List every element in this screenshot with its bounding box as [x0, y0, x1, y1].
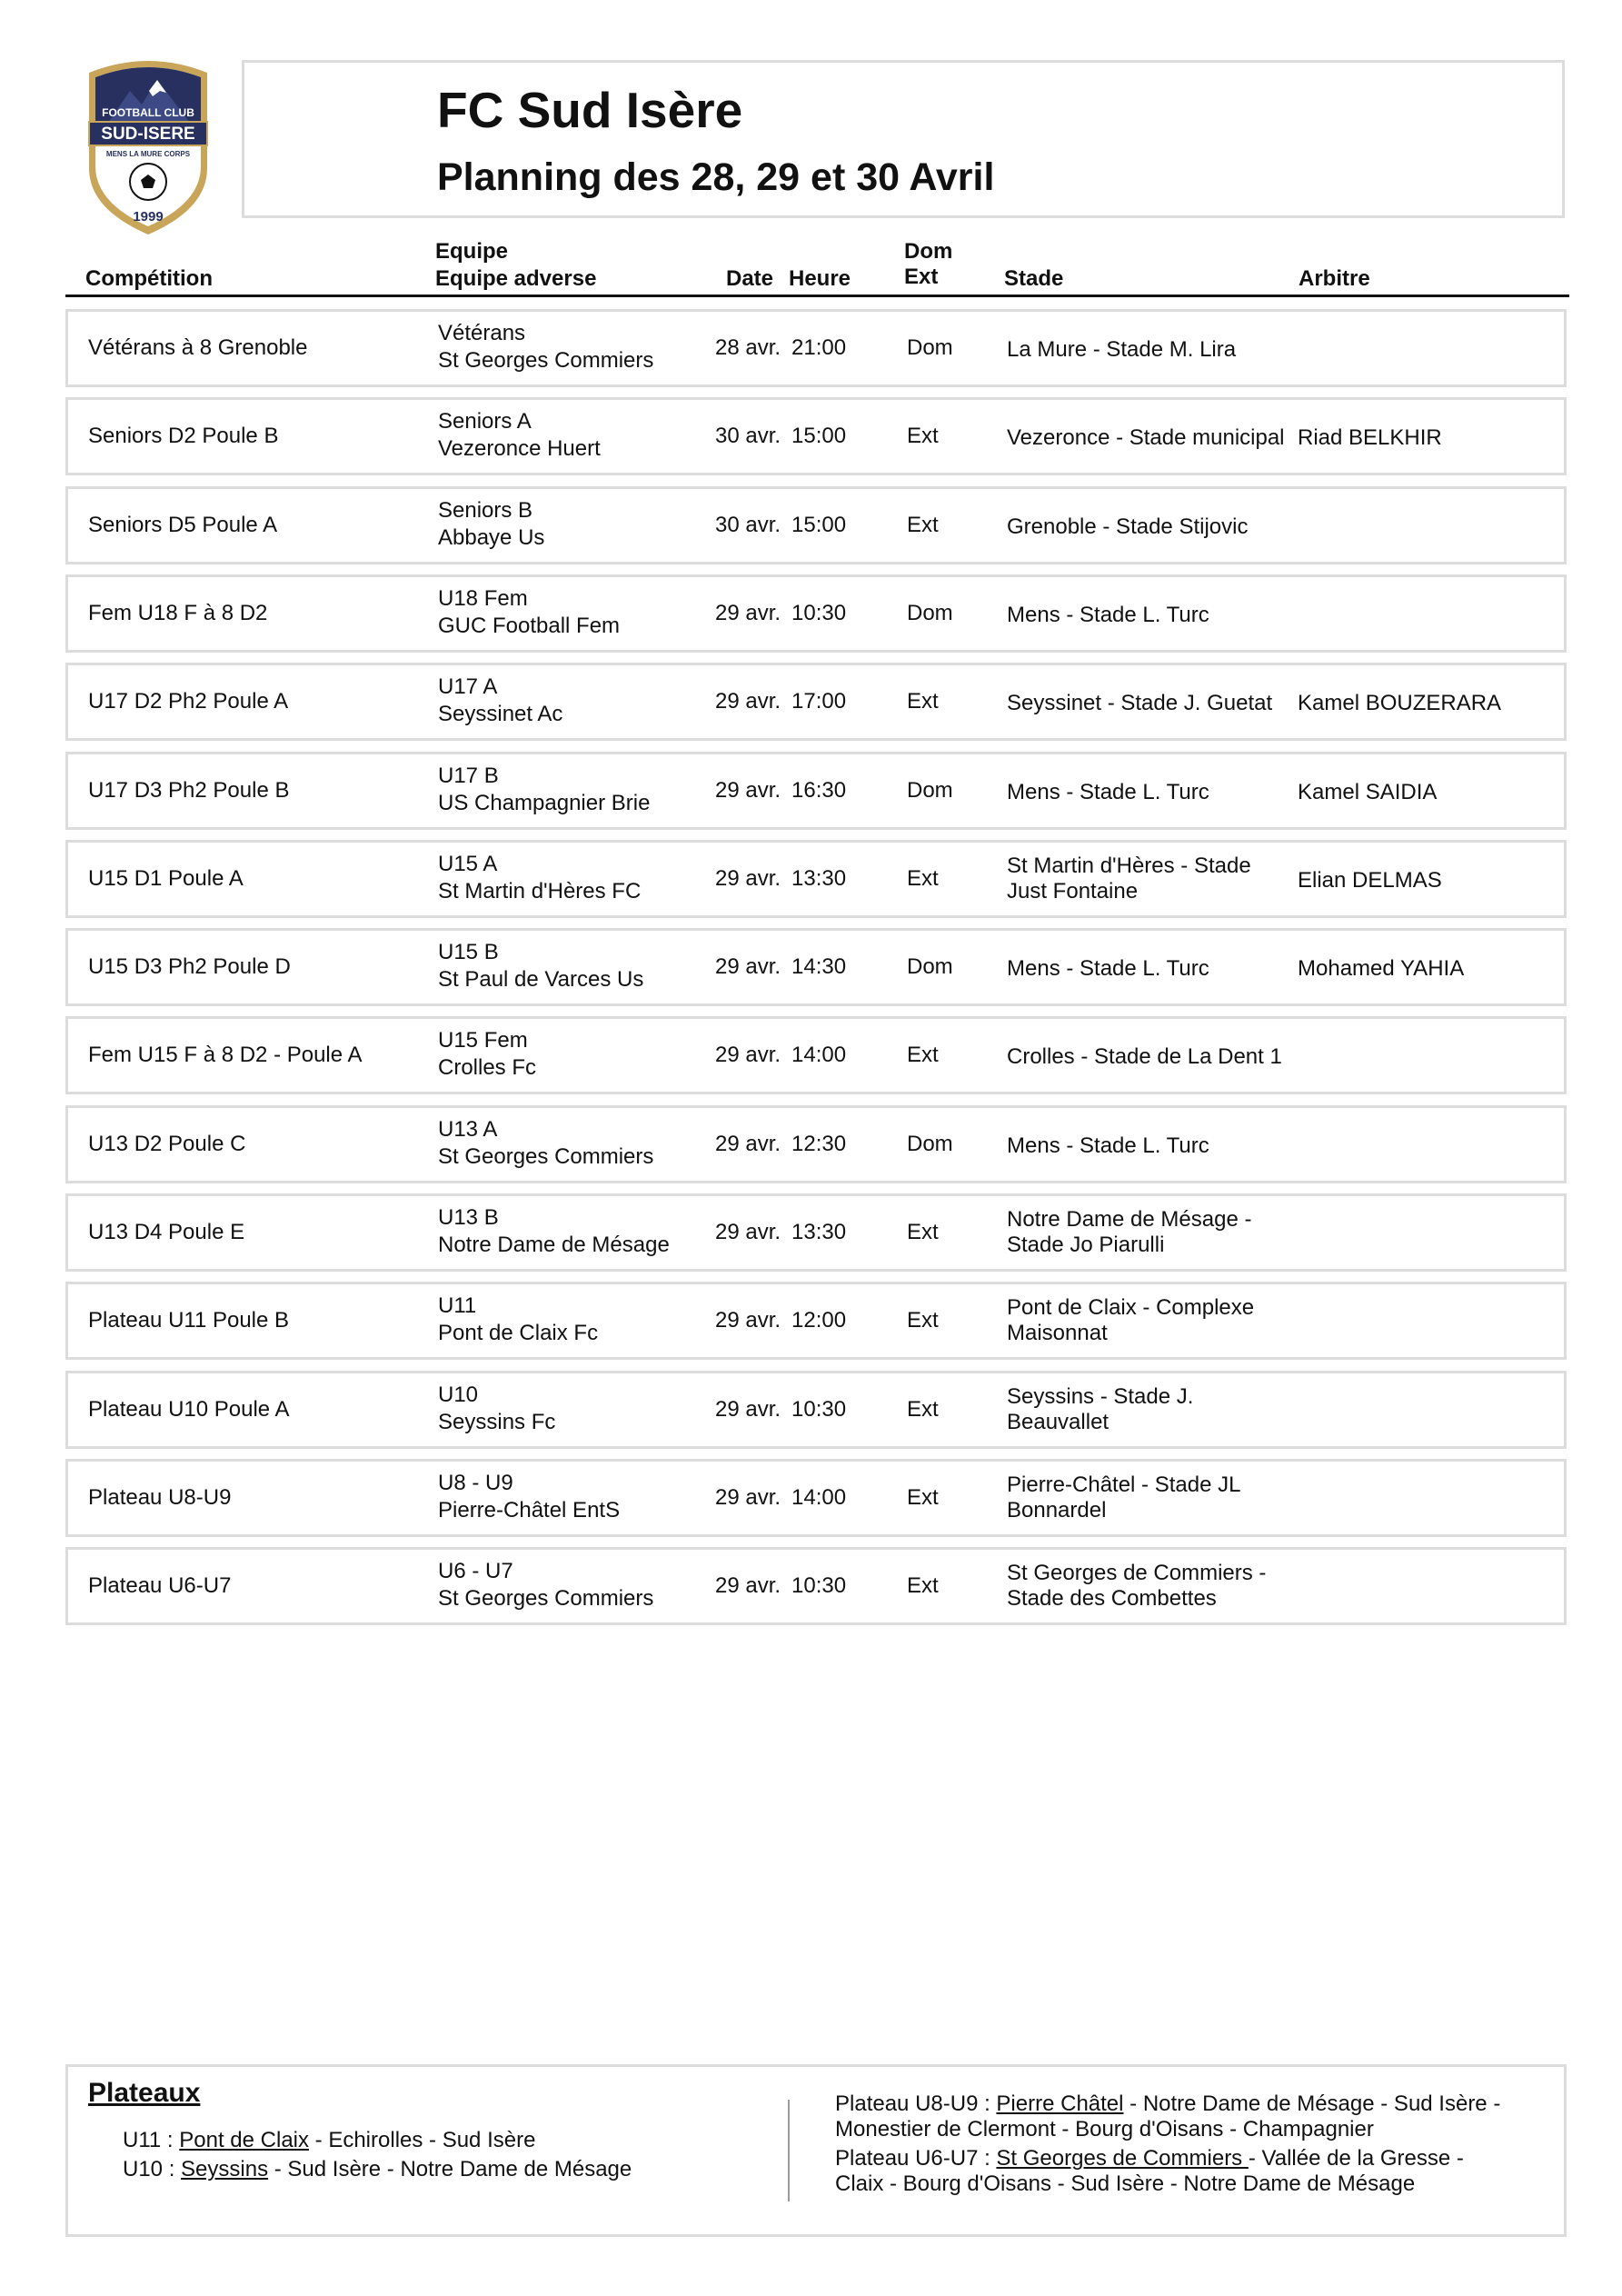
match-competition: Seniors D5 Poule A: [88, 513, 278, 537]
match-team: U13 A: [438, 1117, 498, 1142]
match-date: 29 avr.: [715, 1485, 781, 1510]
match-teams: [438, 851, 641, 905]
plateau-u8u9: [835, 2091, 1500, 2118]
match-team: U17 B: [438, 764, 499, 788]
header-equipe-adverse: Equipe adverse: [435, 266, 597, 291]
match-stade-line: Crolles - Stade de La Dent 1: [1007, 1044, 1282, 1069]
match-team: U6 - U7: [438, 1559, 513, 1583]
match-stade: [1007, 1472, 1298, 1523]
match-stade-line: Mens - Stade L. Turc: [1007, 956, 1209, 981]
plateaux-title: Plateaux: [88, 2078, 201, 2108]
match-opponent: Crolles Fc: [438, 1055, 537, 1080]
match-teams: [438, 1382, 555, 1436]
plateau-u11-host: Pont de Claix: [179, 2128, 309, 2152]
match-competition: U15 D3 Ph2 Poule D: [88, 954, 291, 979]
match-time: 17:00: [791, 689, 847, 714]
match-row: [65, 1193, 1567, 1272]
match-team: Seniors B: [438, 498, 533, 523]
match-opponent: St Georges Commiers: [438, 1586, 654, 1611]
match-stade-line: Mens - Stade L. Turc: [1007, 1133, 1209, 1158]
match-stade-line: Seyssinet - Stade J. Guetat: [1007, 691, 1273, 715]
plateau-u10-rest: - Sud Isère - Notre Dame de Mésage: [268, 2157, 632, 2181]
match-row: [65, 1547, 1567, 1625]
plateau-u6u7-prefix: Plateau U6-U7 :: [835, 2146, 997, 2171]
header-date: Date: [726, 266, 774, 291]
match-dom-ext: Ext: [907, 424, 939, 448]
match-stade: [1007, 1043, 1282, 1071]
match-time: 14:30: [791, 954, 847, 979]
match-stade: [1007, 1561, 1298, 1612]
plateau-u8u9-rest: - Notre Dame de Mésage - Sud Isère -: [1123, 2091, 1501, 2116]
match-team: U11: [438, 1293, 477, 1318]
logo-banner-text: SUD-ISERE: [101, 125, 195, 144]
match-row: [65, 1459, 1567, 1537]
match-teams: [438, 939, 643, 993]
match-team: U18 Fem: [438, 586, 528, 611]
match-teams: [438, 1204, 670, 1259]
match-competition: Plateau U10 Poule A: [88, 1397, 290, 1422]
header-arbitre: Arbitre: [1299, 266, 1370, 291]
match-date: 29 avr.: [715, 1043, 781, 1067]
match-teams: [438, 674, 562, 728]
header-dom: Dom: [904, 239, 953, 264]
plateau-u11-rest: - Echirolles - Sud Isère: [309, 2128, 536, 2152]
match-dom-ext: Ext: [907, 1397, 939, 1422]
match-time: 12:30: [791, 1132, 847, 1156]
match-opponent: Abbaye Us: [438, 525, 545, 550]
match-opponent: US Champagnier Brie: [438, 791, 651, 815]
match-competition: U15 D1 Poule A: [88, 866, 244, 891]
logo-year: 1999: [133, 209, 164, 225]
plateau-u8u9-host: Pierre Châtel: [996, 2091, 1124, 2116]
match-competition: Plateau U8-U9: [88, 1485, 232, 1510]
match-stade: [1007, 955, 1209, 983]
plateau-u6u7-line2: Claix - Bourg d'Oisans - Sud Isère - Notre Dame de Mésage: [835, 2171, 1416, 2196]
match-stade-line: Pont de Claix - Complexe: [1007, 1295, 1255, 1320]
match-row: [65, 840, 1567, 918]
match-competition: Vétérans à 8 Grenoble: [88, 335, 308, 360]
match-teams: [438, 320, 653, 374]
table-header: [65, 238, 1569, 293]
match-time: 14:00: [791, 1043, 847, 1067]
match-stade-line: Grenoble - Stade Stijovic: [1007, 514, 1249, 539]
match-dom-ext: Dom: [907, 778, 953, 803]
match-opponent: GUC Football Fem: [438, 614, 621, 638]
match-teams: [438, 1293, 598, 1347]
match-competition: U17 D2 Ph2 Poule A: [88, 689, 289, 714]
match-dom-ext: Ext: [907, 1485, 939, 1510]
match-row: [65, 928, 1567, 1006]
match-dom-ext: Ext: [907, 1308, 939, 1333]
match-date: 29 avr.: [715, 1308, 781, 1333]
match-team: U17 A: [438, 674, 498, 699]
match-opponent: St Georges Commiers: [438, 348, 654, 373]
match-stade: [1007, 514, 1248, 541]
logo-towns-text: MENS LA MURE CORPS: [105, 150, 191, 158]
match-row: [65, 663, 1567, 741]
match-teams: [438, 1027, 536, 1082]
match-stade-line: Bonnardel: [1007, 1498, 1107, 1522]
page-subtitle: Planning des 28, 29 et 30 Avril: [437, 155, 995, 199]
match-date: 29 avr.: [715, 1132, 781, 1156]
match-competition: Plateau U11 Poule B: [88, 1308, 290, 1333]
header-equipe: Equipe: [435, 239, 509, 264]
plateau-u8u9-prefix: Plateau U8-U9 :: [835, 2091, 997, 2116]
match-arbitre: Kamel BOUZERARA: [1298, 691, 1502, 715]
match-time: 16:30: [791, 778, 847, 803]
match-row: [65, 1105, 1567, 1183]
match-stade-line: Notre Dame de Mésage -: [1007, 1207, 1252, 1232]
match-competition: Fem U15 F à 8 D2 - Poule A: [88, 1043, 363, 1067]
match-dom-ext: Ext: [907, 1043, 939, 1067]
match-time: 15:00: [791, 424, 847, 448]
match-teams: [438, 1116, 653, 1171]
match-date: 30 avr.: [715, 424, 781, 448]
header-heure: Heure: [789, 266, 851, 291]
club-logo: [80, 55, 216, 236]
match-competition: U13 D2 Poule C: [88, 1132, 246, 1156]
match-row: [65, 309, 1567, 387]
match-competition: Plateau U6-U7: [88, 1573, 232, 1598]
match-stade: [1007, 779, 1209, 806]
match-stade: [1007, 690, 1272, 717]
match-stade-line: La Mure - Stade M. Lira: [1007, 337, 1237, 362]
logo-top-text: FOOTBALL CLUB: [102, 106, 194, 119]
match-dom-ext: Dom: [907, 335, 953, 360]
match-team: Vétérans: [438, 321, 526, 345]
match-team: U10: [438, 1383, 479, 1407]
match-date: 29 avr.: [715, 601, 781, 625]
match-date: 29 avr.: [715, 1397, 781, 1422]
match-date: 29 avr.: [715, 954, 781, 979]
match-teams: [438, 497, 544, 552]
match-opponent: Seyssinet Ac: [438, 702, 563, 726]
match-time: 13:30: [791, 1220, 847, 1244]
match-stade: [1007, 1207, 1298, 1258]
match-opponent: St Paul de Varces Us: [438, 967, 644, 992]
match-competition: Fem U18 F à 8 D2: [88, 601, 268, 625]
match-dom-ext: Ext: [907, 689, 939, 714]
match-stade: [1007, 424, 1285, 452]
match-stade: [1007, 1133, 1209, 1160]
plateaux-box: [65, 2064, 1567, 2237]
match-teams: [438, 1470, 620, 1524]
match-stade-line: St Georges de Commiers -: [1007, 1561, 1267, 1585]
match-stade-line: St Martin d'Hères - Stade: [1007, 854, 1251, 878]
match-stade: [1007, 1295, 1298, 1346]
match-dom-ext: Dom: [907, 1132, 953, 1156]
match-stade: [1007, 854, 1298, 904]
match-opponent: Pierre-Châtel EntS: [438, 1498, 621, 1522]
match-arbitre: Riad BELKHIR: [1298, 425, 1442, 450]
match-team: U15 Fem: [438, 1028, 528, 1053]
match-stade-line: Just Fontaine: [1007, 879, 1139, 903]
plateau-u10-prefix: U10 :: [123, 2157, 182, 2181]
match-stade: [1007, 602, 1209, 629]
plateaux-divider: [788, 2100, 790, 2201]
match-row: [65, 397, 1567, 475]
plateau-u8u9-line2: Monestier de Clermont - Bourg d'Oisans - Champagnier: [835, 2117, 1374, 2141]
plateau-u11-prefix: U11 :: [123, 2128, 180, 2152]
plateau-u11: [123, 2127, 535, 2154]
match-row: [65, 1371, 1567, 1449]
match-stade-line: Stade Jo Piarulli: [1007, 1233, 1165, 1257]
match-dom-ext: Ext: [907, 1220, 939, 1244]
match-dom-ext: Dom: [907, 601, 953, 625]
match-competition: Seniors D2 Poule B: [88, 424, 279, 448]
match-stade: [1007, 336, 1236, 364]
match-opponent: Pont de Claix Fc: [438, 1321, 599, 1345]
header-ext: Ext: [904, 265, 939, 289]
match-row: [65, 1282, 1567, 1360]
match-date: 29 avr.: [715, 866, 781, 891]
match-stade: [1007, 1384, 1298, 1435]
match-arbitre: Mohamed YAHIA: [1298, 956, 1465, 981]
match-time: 14:00: [791, 1485, 847, 1510]
match-row: [65, 574, 1567, 653]
match-team: U15 B: [438, 940, 499, 964]
header-competition: Compétition: [85, 266, 213, 291]
match-dom-ext: Ext: [907, 1573, 939, 1598]
match-stade-line: Mens - Stade L. Turc: [1007, 603, 1209, 627]
match-date: 29 avr.: [715, 1573, 781, 1598]
match-team: U8 - U9: [438, 1471, 513, 1495]
plateau-u6u7: [835, 2145, 1464, 2172]
match-arbitre: Elian DELMAS: [1298, 868, 1442, 893]
header-rule: [65, 294, 1569, 297]
plateau-u6u7-host: St Georges de Commiers: [996, 2146, 1249, 2171]
match-arbitre: Kamel SAIDIA: [1298, 780, 1438, 804]
match-date: 29 avr.: [715, 1220, 781, 1244]
title-box: [242, 60, 1565, 218]
match-team: Seniors A: [438, 409, 532, 434]
match-stade-line: Seyssins - Stade J.: [1007, 1384, 1194, 1409]
match-row: [65, 1016, 1567, 1094]
match-dom-ext: Ext: [907, 513, 939, 537]
match-opponent: St Martin d'Hères FC: [438, 879, 642, 903]
match-row: [65, 486, 1567, 564]
match-competition: U13 D4 Poule E: [88, 1220, 245, 1244]
match-time: 15:00: [791, 513, 847, 537]
match-opponent: Vezeronce Huert: [438, 436, 601, 461]
match-time: 13:30: [791, 866, 847, 891]
match-opponent: Seyssins Fc: [438, 1410, 556, 1434]
match-date: 28 avr.: [715, 335, 781, 360]
match-stade-line: Stade des Combettes: [1007, 1586, 1217, 1611]
match-competition: U17 D3 Ph2 Poule B: [88, 778, 290, 803]
match-opponent: St Georges Commiers: [438, 1144, 654, 1169]
plateau-u10-host: Seyssins: [181, 2157, 269, 2181]
match-date: 30 avr.: [715, 513, 781, 537]
match-stade-line: Mens - Stade L. Turc: [1007, 780, 1209, 804]
match-team: U15 A: [438, 852, 498, 876]
match-teams: [438, 408, 601, 463]
plateau-u10: [123, 2156, 632, 2183]
match-time: 10:30: [791, 1573, 847, 1598]
match-dom-ext: Ext: [907, 866, 939, 891]
match-row: [65, 752, 1567, 830]
match-dom-ext: Dom: [907, 954, 953, 979]
match-team: U13 B: [438, 1205, 499, 1230]
page-title: FC Sud Isère: [437, 82, 743, 138]
match-teams: [438, 763, 650, 817]
match-stade-line: Maisonnat: [1007, 1321, 1108, 1345]
header-stade: Stade: [1004, 266, 1064, 291]
match-date: 29 avr.: [715, 689, 781, 714]
match-date: 29 avr.: [715, 778, 781, 803]
match-stade-line: Vezeronce - Stade municipal: [1007, 425, 1285, 450]
match-teams: [438, 1558, 653, 1612]
match-stade-line: Pierre-Châtel - Stade JL: [1007, 1472, 1241, 1497]
match-teams: [438, 585, 620, 640]
match-opponent: Notre Dame de Mésage: [438, 1233, 670, 1257]
match-time: 10:30: [791, 1397, 847, 1422]
match-time: 12:00: [791, 1308, 847, 1333]
match-time: 21:00: [791, 335, 847, 360]
plateau-u6u7-rest: - Vallée de la Gresse -: [1248, 2146, 1464, 2171]
match-time: 10:30: [791, 601, 847, 625]
match-stade-line: Beauvallet: [1007, 1410, 1110, 1434]
